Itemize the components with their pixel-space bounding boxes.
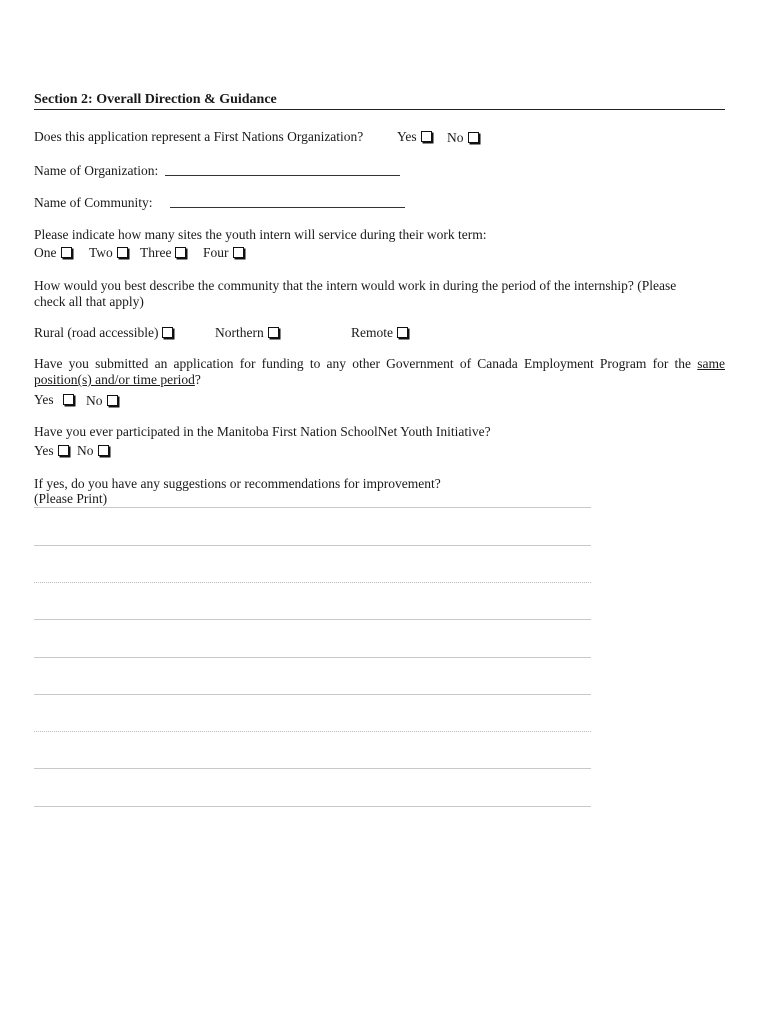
suggestion-line[interactable] [34,657,591,658]
suggestion-line[interactable] [34,619,591,620]
suggestion-line[interactable] [34,694,591,695]
sites-label: Please indicate how many sites the youth intern will service during their work term: [34,227,487,242]
q1-label: Does this application represent a First Nations Organization? [34,129,364,144]
remote-checkbox[interactable] [397,327,408,338]
participated-label: Have you ever participated in the Manitoba First Nation SchoolNet Youth Initiative? [34,424,491,439]
sites-option-one [34,245,72,261]
suggestion-line[interactable] [34,582,591,583]
q1-yes-checkbox[interactable] [421,131,432,142]
q1-no-checkbox[interactable] [468,132,479,143]
rural-checkbox[interactable] [162,327,173,338]
funding-question [34,356,725,388]
community-type-rural-option [34,325,173,341]
sites-option-two [89,245,128,261]
funding-question-underlined: same position(s) and/or time period [34,356,725,387]
suggestion-line[interactable] [34,768,591,769]
organization-label: Name of Organization: [34,163,159,178]
funding-no-label: No [86,393,103,408]
sites-option-three [140,245,186,261]
northern-checkbox[interactable] [268,327,279,338]
q1-yes-option [397,129,432,145]
community-field[interactable] [170,195,405,208]
funding-yes-option [34,392,74,408]
suggestion-line[interactable] [34,806,591,807]
participated-no-option [77,443,109,459]
organization-field-wrap [165,163,400,180]
q1-no-label: No [447,130,464,145]
q1-no-option [447,130,479,146]
participated-yes-option [34,443,69,459]
funding-no-option [86,393,118,409]
funding-yes-label: Yes [34,392,54,407]
q1-yes-label: Yes [397,129,417,144]
sites-four-label: Four [203,245,229,260]
remote-label: Remote [351,325,393,340]
funding-no-checkbox[interactable] [107,395,118,406]
sites-option-four [203,245,244,261]
community-type-remote-option [351,325,408,341]
participated-yes-checkbox[interactable] [58,445,69,456]
suggestion-line[interactable] [34,731,591,732]
sites-two-label: Two [89,245,113,260]
rural-label: Rural (road accessible) [34,325,159,340]
section-divider [34,109,725,110]
sites-four-checkbox[interactable] [233,247,244,258]
suggestions-label: If yes, do you have any suggestions or recommendations for improvement? [34,476,441,491]
northern-label: Northern [215,325,264,340]
participated-no-checkbox[interactable] [98,445,109,456]
community-type-label: How would you best describe the community that the intern would work in during the period of the internship? (Please check all that apply) [34,278,677,309]
community-type-northern-option [215,325,279,341]
sites-two-checkbox[interactable] [117,247,128,258]
sites-one-label: One [34,245,57,260]
sites-three-label: Three [140,245,172,260]
participated-no-label: No [77,443,94,458]
section-title: Section 2: Overall Direction & Guidance [34,92,277,107]
funding-yes-checkbox[interactable] [63,394,74,405]
funding-question-text: Have you submitted an application for funding to any other Government of Canada Employment Program for the [34,356,698,371]
sites-three-checkbox[interactable] [175,247,186,258]
community-label: Name of Community: [34,195,153,210]
sites-one-checkbox[interactable] [61,247,72,258]
organization-field[interactable] [165,163,400,176]
suggestion-line[interactable] [34,507,591,508]
suggestions-note: (Please Print) [34,491,108,506]
funding-question-end: ? [194,372,201,387]
participated-yes-label: Yes [34,443,54,458]
community-field-wrap [170,195,405,212]
suggestion-line[interactable] [34,545,591,546]
